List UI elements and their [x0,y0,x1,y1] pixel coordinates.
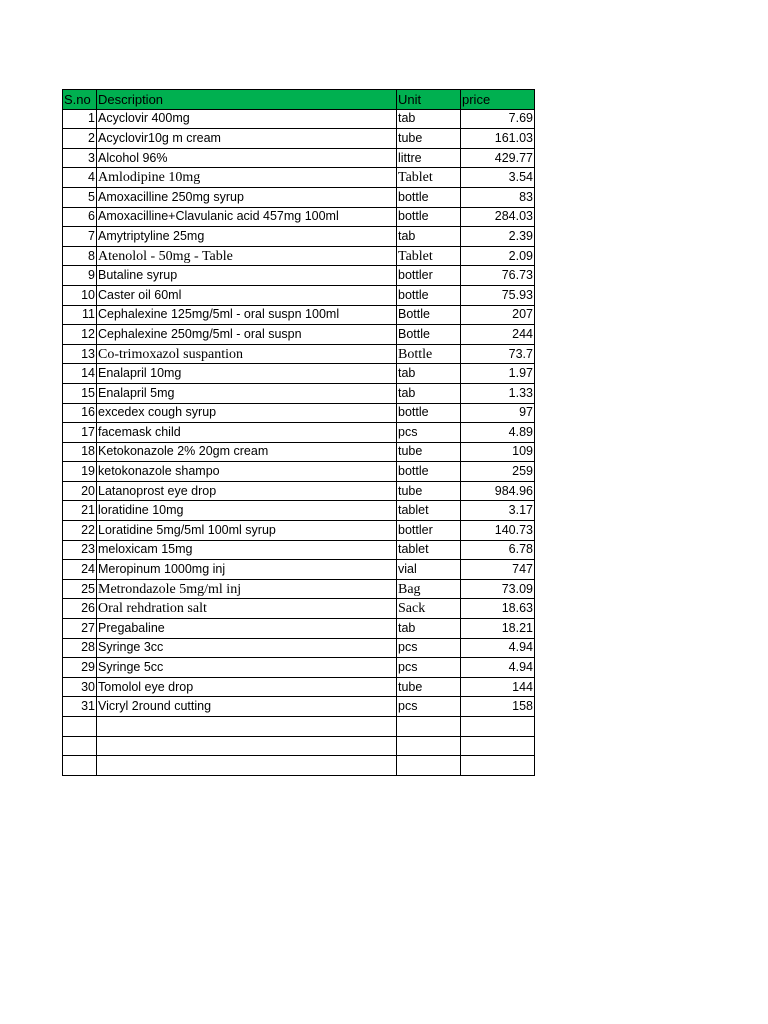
cell-unit[interactable]: bottle [397,462,461,482]
empty-cell[interactable] [97,736,397,756]
header-sno[interactable]: S.no [63,90,97,110]
cell-sno[interactable]: 1 [63,109,97,129]
cell-description[interactable]: Amlodipine 10mg [97,168,397,188]
cell-unit[interactable]: bottler [397,266,461,286]
cell-description[interactable]: loratidine 10mg [97,501,397,521]
cell-price[interactable]: 1.33 [461,383,535,403]
cell-description[interactable]: Atenolol - 50mg - Table [97,246,397,266]
cell-sno[interactable]: 28 [63,638,97,658]
table-row [63,521,535,541]
empty-cell[interactable] [97,756,397,776]
table-row [63,658,535,678]
table-row [63,187,535,207]
cell-description[interactable]: Vicryl 2round cutting [97,697,397,717]
cell-price[interactable]: 140.73 [461,521,535,541]
header-unit[interactable]: Unit [397,90,461,110]
cell-unit[interactable]: Bottle [397,344,461,364]
cell-price[interactable]: 259 [461,462,535,482]
table-row [63,129,535,149]
cell-unit[interactable]: tube [397,442,461,462]
cell-sno[interactable]: 10 [63,285,97,305]
table-row [63,168,535,188]
cell-sno[interactable]: 5 [63,187,97,207]
cell-price[interactable]: 97 [461,403,535,423]
cell-price[interactable]: 207 [461,305,535,325]
table-row [63,501,535,521]
cell-unit[interactable]: Tablet [397,168,461,188]
cell-unit[interactable]: pcs [397,423,461,443]
price-list-table [62,89,535,776]
cell-description[interactable]: Acyclovir10g m cream [97,129,397,149]
cell-sno[interactable]: 11 [63,305,97,325]
cell-price[interactable]: 18.21 [461,619,535,639]
cell-unit[interactable]: tab [397,619,461,639]
cell-description[interactable]: meloxicam 15mg [97,540,397,560]
cell-unit[interactable]: tablet [397,501,461,521]
table-row [63,364,535,384]
table-row [63,481,535,501]
cell-price[interactable]: 4.94 [461,638,535,658]
empty-cell[interactable] [461,756,535,776]
cell-description[interactable]: Tomolol eye drop [97,677,397,697]
table-row [63,285,535,305]
table-row [63,344,535,364]
cell-sno[interactable]: 2 [63,129,97,149]
empty-cell[interactable] [461,717,535,737]
table-row [63,403,535,423]
cell-unit[interactable]: Bottle [397,305,461,325]
cell-price[interactable]: 75.93 [461,285,535,305]
cell-unit[interactable]: bottle [397,403,461,423]
cell-unit[interactable]: bottle [397,187,461,207]
header-description[interactable]: Description [97,90,397,110]
cell-sno[interactable]: 29 [63,658,97,678]
cell-unit[interactable]: bottle [397,207,461,227]
cell-description[interactable]: Enalapril 10mg [97,364,397,384]
cell-price[interactable]: 18.63 [461,599,535,619]
cell-description[interactable]: ketokonazole shampo [97,462,397,482]
cell-description[interactable]: Acyclovir 400mg [97,109,397,129]
empty-row [63,717,535,737]
table-row [63,325,535,345]
cell-price[interactable]: 83 [461,187,535,207]
cell-unit[interactable]: Tablet [397,246,461,266]
table-row [63,148,535,168]
cell-unit[interactable]: tube [397,677,461,697]
cell-unit[interactable]: pcs [397,658,461,678]
empty-cell[interactable] [63,736,97,756]
cell-description[interactable]: Oral rehdration salt [97,599,397,619]
empty-row [63,736,535,756]
cell-price[interactable]: 158 [461,697,535,717]
table-row [63,560,535,580]
cell-price[interactable]: 7.69 [461,109,535,129]
cell-sno[interactable]: 31 [63,697,97,717]
table-row [63,677,535,697]
cell-sno[interactable]: 14 [63,364,97,384]
cell-sno[interactable]: 9 [63,266,97,286]
cell-unit[interactable]: tube [397,129,461,149]
cell-sno[interactable]: 22 [63,521,97,541]
cell-unit[interactable]: pcs [397,697,461,717]
cell-price[interactable]: 3.17 [461,501,535,521]
table-row [63,697,535,717]
cell-description[interactable]: Syringe 3cc [97,638,397,658]
cell-description[interactable]: Enalapril 5mg [97,383,397,403]
table-row [63,305,535,325]
table-row [63,638,535,658]
cell-price[interactable]: 984.96 [461,481,535,501]
cell-unit[interactable]: tube [397,481,461,501]
cell-price[interactable]: 144 [461,677,535,697]
cell-price[interactable]: 4.89 [461,423,535,443]
table-row [63,383,535,403]
cell-description[interactable]: Amoxacilline+Clavulanic acid 457mg 100ml [97,207,397,227]
empty-cell[interactable] [63,717,97,737]
cell-price[interactable]: 3.54 [461,168,535,188]
cell-description[interactable]: Loratidine 5mg/5ml 100ml syrup [97,521,397,541]
table-row [63,579,535,599]
cell-price[interactable]: 4.94 [461,658,535,678]
cell-sno[interactable]: 4 [63,168,97,188]
cell-sno[interactable]: 18 [63,442,97,462]
cell-sno[interactable]: 15 [63,383,97,403]
cell-price[interactable]: 73.7 [461,344,535,364]
cell-description[interactable]: Ketokonazole 2% 20gm cream [97,442,397,462]
cell-sno[interactable]: 19 [63,462,97,482]
cell-description[interactable]: Syringe 5cc [97,658,397,678]
table-row [63,599,535,619]
cell-sno[interactable]: 23 [63,540,97,560]
cell-price[interactable]: 2.09 [461,246,535,266]
empty-cell[interactable] [461,736,535,756]
cell-description[interactable]: Meropinum 1000mg inj [97,560,397,580]
cell-price[interactable]: 161.03 [461,129,535,149]
cell-description[interactable]: Pregabaline [97,619,397,639]
cell-unit[interactable]: Bottle [397,325,461,345]
cell-price[interactable]: 73.09 [461,579,535,599]
table-body [63,109,535,775]
cell-sno[interactable]: 6 [63,207,97,227]
cell-description[interactable]: Alcohol 96% [97,148,397,168]
cell-unit[interactable]: bottle [397,285,461,305]
header-row [63,90,535,110]
cell-price[interactable]: 6.78 [461,540,535,560]
cell-sno[interactable]: 25 [63,579,97,599]
cell-description[interactable]: Butaline syrup [97,266,397,286]
cell-unit[interactable]: vial [397,560,461,580]
cell-description[interactable]: Metrondazole 5mg/ml inj [97,579,397,599]
cell-description[interactable]: Co-trimoxazol suspantion [97,344,397,364]
empty-cell[interactable] [397,736,461,756]
cell-unit[interactable]: Sack [397,599,461,619]
cell-unit[interactable]: bottler [397,521,461,541]
cell-unit[interactable]: tab [397,364,461,384]
cell-description[interactable]: facemask child [97,423,397,443]
cell-description[interactable]: Cephalexine 250mg/5ml - oral suspn [97,325,397,345]
table-row [63,423,535,443]
cell-sno[interactable]: 24 [63,560,97,580]
empty-cell[interactable] [63,756,97,776]
table-row [63,619,535,639]
cell-sno[interactable]: 21 [63,501,97,521]
cell-unit[interactable]: Bag [397,579,461,599]
empty-cell[interactable] [397,717,461,737]
cell-price[interactable]: 747 [461,560,535,580]
cell-sno[interactable]: 27 [63,619,97,639]
header-price[interactable]: price [461,90,535,110]
cell-sno[interactable]: 30 [63,677,97,697]
cell-sno[interactable]: 3 [63,148,97,168]
cell-unit[interactable]: pcs [397,638,461,658]
table-row [63,540,535,560]
cell-description[interactable]: Caster oil 60ml [97,285,397,305]
cell-price[interactable]: 429.77 [461,148,535,168]
table-row [63,442,535,462]
cell-price[interactable]: 76.73 [461,266,535,286]
cell-sno[interactable]: 17 [63,423,97,443]
cell-unit[interactable]: littre [397,148,461,168]
table-row [63,266,535,286]
cell-price[interactable]: 109 [461,442,535,462]
cell-sno[interactable]: 16 [63,403,97,423]
cell-unit[interactable]: tablet [397,540,461,560]
cell-description[interactable]: Cephalexine 125mg/5ml - oral suspn 100ml [97,305,397,325]
table-row [63,109,535,129]
cell-sno[interactable]: 26 [63,599,97,619]
cell-description[interactable]: Latanoprost eye drop [97,481,397,501]
cell-description[interactable]: excedex cough syrup [97,403,397,423]
empty-cell[interactable] [97,717,397,737]
cell-sno[interactable]: 12 [63,325,97,345]
cell-price[interactable]: 2.39 [461,227,535,247]
cell-price[interactable]: 244 [461,325,535,345]
table-row [63,227,535,247]
cell-sno[interactable]: 7 [63,227,97,247]
cell-unit[interactable]: tab [397,109,461,129]
cell-sno[interactable]: 20 [63,481,97,501]
cell-sno[interactable]: 13 [63,344,97,364]
cell-unit[interactable]: tab [397,227,461,247]
cell-price[interactable]: 284.03 [461,207,535,227]
empty-cell[interactable] [397,756,461,776]
cell-sno[interactable]: 8 [63,246,97,266]
table-row [63,462,535,482]
cell-description[interactable]: Amytriptyline 25mg [97,227,397,247]
table-row [63,207,535,227]
empty-row [63,756,535,776]
cell-price[interactable]: 1.97 [461,364,535,384]
cell-description[interactable]: Amoxacilline 250mg syrup [97,187,397,207]
table-row [63,246,535,266]
cell-unit[interactable]: tab [397,383,461,403]
